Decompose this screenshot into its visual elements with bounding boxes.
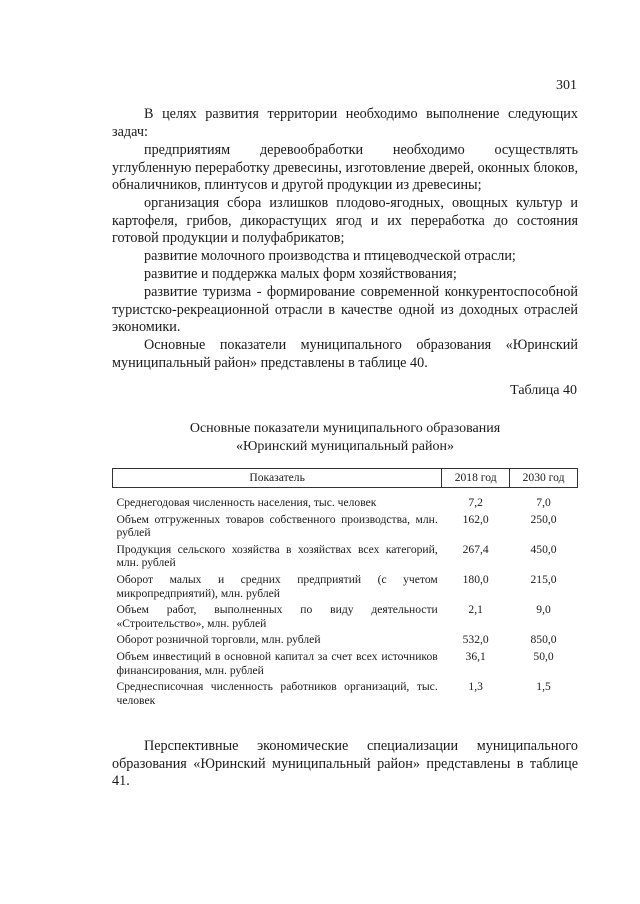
table-title-line: Основные показатели муниципального образования	[189, 421, 501, 436]
paragraph-item-woodworking: предприятиям деревообработки необходимо осуществлять углубленную переработку древесины, изготовление дверей, оконных блоков, обналичников, плинтусов и другой продукции из древесины;	[112, 142, 578, 194]
value-2018: 180,0	[462, 572, 489, 586]
table-row	[113, 680, 578, 710]
value-2030: 450,0	[530, 542, 557, 556]
indicators-table	[112, 468, 578, 710]
value-2018: 1,3	[468, 680, 483, 694]
value-2030: 850,0	[530, 633, 557, 647]
value-2018: 267,4	[462, 542, 489, 556]
table-header-row	[113, 469, 578, 488]
header-2030: 2030 год	[510, 469, 578, 488]
value-2018: 2,1	[468, 603, 483, 617]
value-2018: 532,0	[462, 633, 489, 647]
indicator-name: Оборот малых и средних предприятий (с учетом микропредприятий), млн. рублей	[116, 572, 438, 600]
paragraph-item-small-business: развитие и поддержка малых форм хозяйствования;	[144, 266, 457, 282]
indicator-name: Объем инвестиций в основной капитал за счет всех источников финансирования, млн. рублей	[116, 649, 438, 677]
table-row	[113, 496, 578, 513]
paragraph-intro: В целях развития территории необходимо выполнение следующих задач:	[112, 106, 578, 140]
value-2030: 50,0	[533, 649, 554, 663]
value-2030: 215,0	[530, 572, 557, 586]
page-number: 301	[556, 78, 577, 93]
table-row	[113, 633, 578, 650]
indicator-name: Среднегодовая численность населения, тыс. человек	[116, 496, 377, 509]
indicator-name: Среднесписочная численность работников организаций, тыс. человек	[116, 680, 438, 707]
table-row	[113, 650, 578, 680]
table-row	[113, 543, 578, 573]
table-title-line: «Юринский муниципальный район»	[236, 439, 454, 454]
header-2018: 2018 год	[442, 469, 510, 488]
value-2030: 1,5	[536, 680, 551, 694]
table-row	[113, 513, 578, 543]
table-row	[113, 573, 578, 603]
table-caption: Таблица 40	[510, 383, 577, 398]
table-title	[112, 420, 578, 456]
paragraph-item-tourism: развитие туризма - формирование современной конкурентоспособной туристско-рекреационной отрасли в качестве одной из доходных отраслей экономики.	[112, 284, 578, 336]
paragraph-item-dairy: развитие молочного производства и птицеводческой отрасли;	[144, 248, 516, 264]
indicator-name: Оборот розничной торговли, млн. рублей	[116, 633, 321, 647]
value-2030: 7,0	[536, 496, 551, 509]
paragraph-item-harvest: организация сбора излишков плодово-ягодных, овощных культур и картофеля, грибов, дикорастущих ягод и их переработка до состояния готовой продукции и полуфабрикатов;	[112, 195, 578, 247]
indicator-name: Объем работ, выполненных по виду деятельности «Строительство», млн. рублей	[116, 603, 438, 630]
header-indicator: Показатель	[113, 469, 442, 488]
value-2018: 7,2	[468, 496, 483, 509]
table-row	[113, 603, 578, 633]
value-2018: 162,0	[462, 512, 489, 526]
indicator-name: Объем отгруженных товаров собственного производства, млн. рублей	[116, 512, 438, 540]
paragraph-closing: Перспективные экономические специализации муниципального образования «Юринский муниципальный район» представлены в таблице 41.	[112, 738, 578, 790]
value-2030: 250,0	[530, 512, 557, 526]
indicator-name: Продукция сельского хозяйства в хозяйствах всех категорий, млн. рублей	[116, 542, 438, 570]
value-2030: 9,0	[536, 603, 551, 617]
value-2018: 36,1	[465, 649, 486, 663]
paragraph-table-reference: Основные показатели муниципального образования «Юринский муниципальный район» представлены в таблице 40.	[112, 337, 578, 371]
